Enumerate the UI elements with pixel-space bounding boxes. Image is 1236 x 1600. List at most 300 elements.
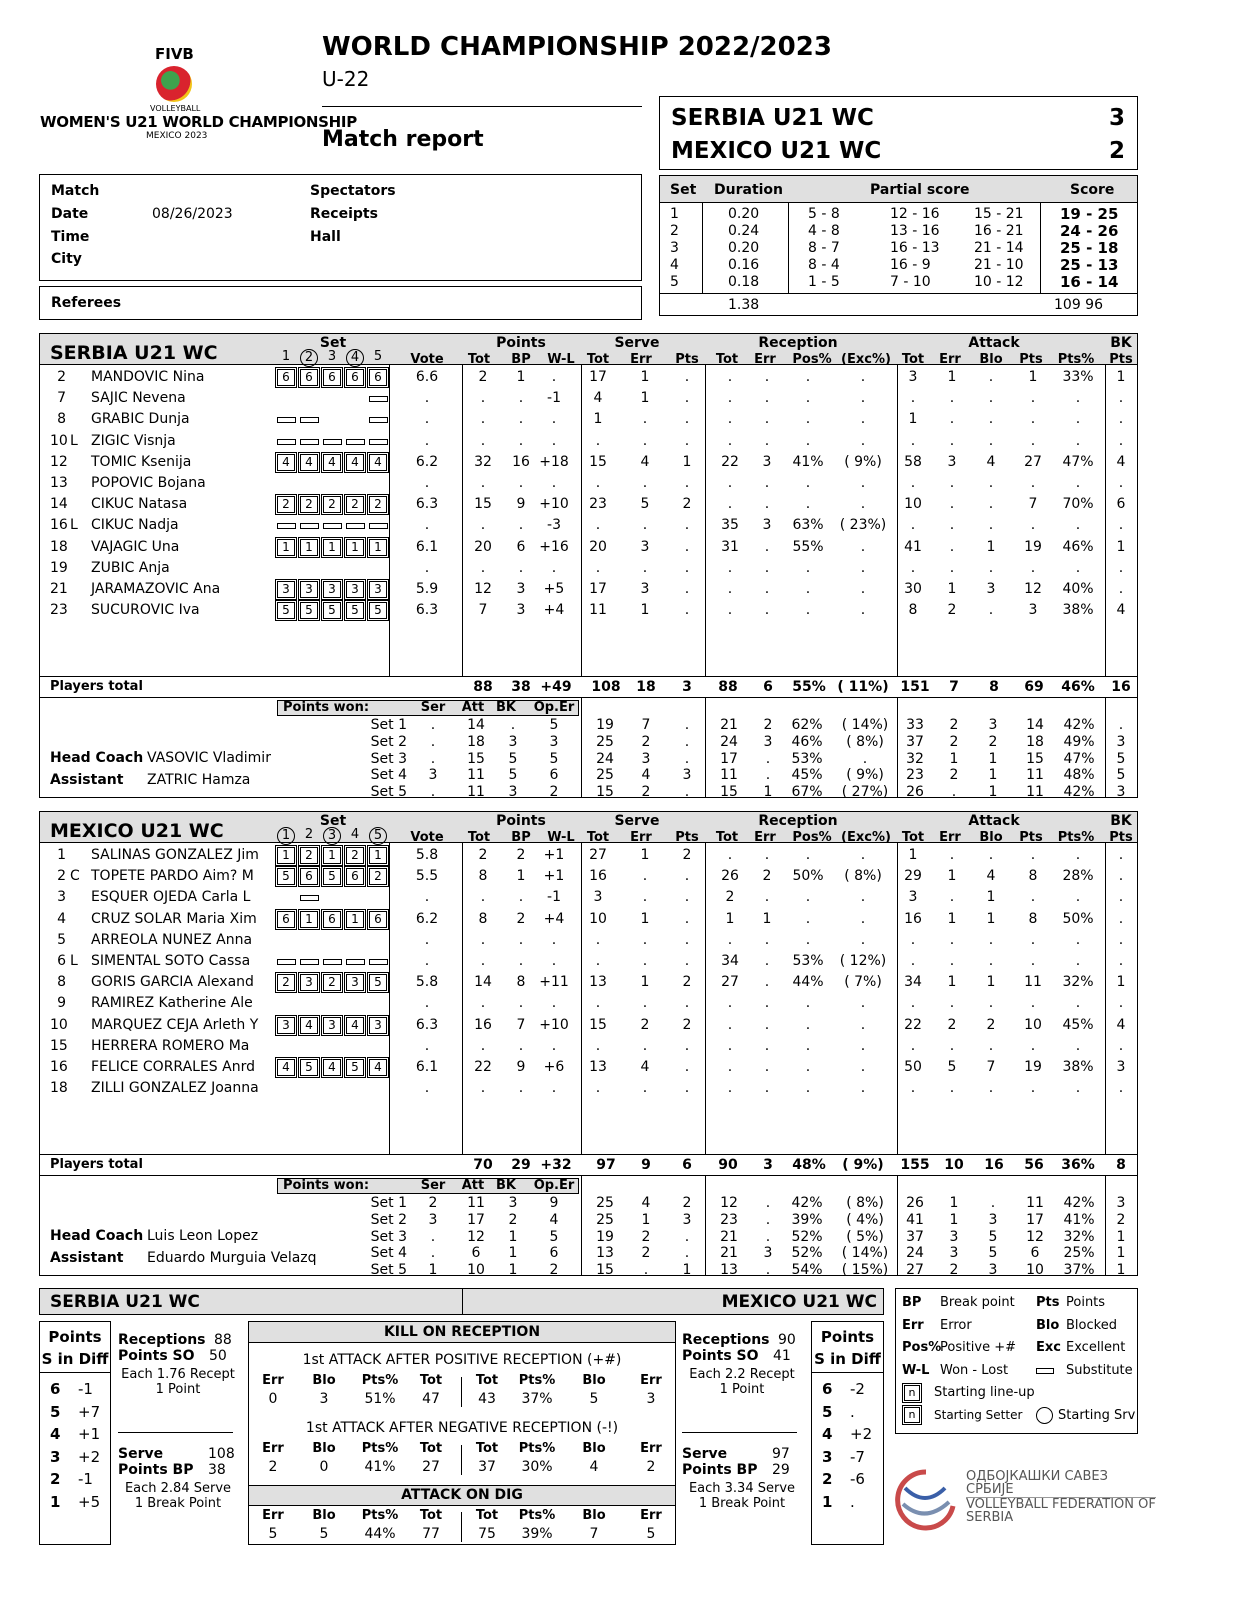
set-number-header: 3 <box>323 827 341 845</box>
set-row-cell: 11 <box>467 767 485 784</box>
points-won-col: Att <box>461 1178 485 1193</box>
rec-b-point: 1 Point <box>719 1382 765 1397</box>
set-row-cell: . <box>765 1262 771 1279</box>
player-name: ZUBIC Anja <box>91 559 170 576</box>
stat-cell: . <box>518 1037 524 1054</box>
stat-cell: . <box>1118 1080 1124 1097</box>
stat-cell: . <box>1030 390 1036 407</box>
stat-cell: 35 <box>721 517 739 534</box>
bp-a-value: 38 <box>208 1462 226 1478</box>
set-position-box: 2 <box>300 847 318 864</box>
stat-cell: 22 <box>904 1016 922 1033</box>
stat-cell: . <box>1030 995 1036 1012</box>
set-row-cell: ( 9%) <box>846 767 884 784</box>
player-number: 21 <box>50 581 68 597</box>
set-number-header: 3 <box>327 349 337 364</box>
divider <box>40 1175 1137 1176</box>
head-coach-name: VASOVIC Vladimir <box>147 750 271 766</box>
stat-cell: 4 <box>986 453 996 470</box>
stat-cell: . <box>988 559 994 576</box>
stat-cell: 45% <box>1062 1016 1094 1033</box>
stat-cell: . <box>764 889 770 906</box>
stat-cell: 4 <box>1116 1016 1126 1033</box>
kill-header: Err <box>640 1441 662 1456</box>
sets-header-partial: Partial score <box>870 182 970 198</box>
set-row-cell: 42% <box>1063 784 1095 801</box>
stat-cell: . <box>424 475 430 491</box>
kill-header: Tot <box>475 1441 499 1456</box>
stat-cell: . <box>1030 1037 1036 1054</box>
head-coach-name: Luis Leon Lopez <box>147 1228 259 1244</box>
sets-cell: 5 - 8 <box>808 206 840 222</box>
stat-cell: . <box>727 496 733 513</box>
stat-cell: . <box>949 847 955 863</box>
bottom-team-b: MEXICO U21 WC <box>721 1292 877 1312</box>
set-position-box: 3 <box>300 581 318 598</box>
assistant-label: Assistant <box>50 772 124 788</box>
stat-cell: 3 <box>640 538 650 555</box>
stat-cell: 32% <box>1062 974 1094 991</box>
kill-divider <box>461 1377 462 1407</box>
stat-cell: 2 <box>947 602 957 619</box>
set-position-box: 2 <box>323 496 341 513</box>
stat-cell: 2 <box>682 496 692 513</box>
stat-cell: . <box>949 953 955 969</box>
column-header: Pts <box>675 352 699 367</box>
head-coach-label: Head Coach <box>50 1228 144 1244</box>
sets-cell: 4 - 8 <box>808 223 840 239</box>
substitute-icon <box>346 439 365 445</box>
stat-cell: . <box>910 432 916 449</box>
set-position-box: 6 <box>300 868 318 885</box>
kill-value: 3 <box>646 1391 656 1407</box>
set-row-cell: 5 <box>549 1228 559 1245</box>
set-row-cell: 3 <box>763 733 773 750</box>
stat-cell: 1 <box>947 369 957 385</box>
set-row-cell: 3 <box>641 750 651 767</box>
stat-cell: 4 <box>640 1059 650 1075</box>
set-row-cell: 3 <box>428 1211 438 1228</box>
stat-cell: . <box>684 538 690 555</box>
set-row-cell: ( 4%) <box>846 1211 884 1228</box>
total-cell: 55% <box>792 679 826 695</box>
stat-cell: . <box>949 390 955 407</box>
total-cell: 9 <box>641 1157 651 1173</box>
bp-a-label: Points BP <box>118 1462 194 1478</box>
player-name: SUCUROVIC Iva <box>91 602 200 619</box>
set-row-cell: 10 <box>1026 1262 1044 1279</box>
player-name: ZIGIC Visnja <box>91 432 176 449</box>
set-row-cell: ( 14%) <box>841 717 889 733</box>
total-cell: ( 9%) <box>842 1157 884 1173</box>
legend-desc: Positive +# <box>940 1340 1017 1355</box>
substitute-icon <box>369 959 388 965</box>
stat-cell: . <box>595 995 601 1012</box>
set-row-cell: 42% <box>1063 1195 1095 1211</box>
stat-cell: 8 <box>1028 910 1038 927</box>
set-position-box: 1 <box>300 539 318 556</box>
stat-cell: 7 <box>1028 496 1038 513</box>
set-row-cell: 5 <box>508 767 518 784</box>
stat-cell: . <box>684 953 690 969</box>
sets-cell: 16 - 13 <box>890 240 940 256</box>
kill-header: Tot <box>419 1508 443 1523</box>
serve-a-each: Each 2.84 Serve <box>124 1481 232 1496</box>
stat-cell: . <box>1118 475 1124 491</box>
stat-cell: . <box>805 369 811 385</box>
column-header: Pts% <box>1057 830 1095 845</box>
stat-cell: 10 <box>1024 1016 1042 1033</box>
set-position-box: 4 <box>277 1059 295 1076</box>
stat-cell: +1 <box>543 847 565 863</box>
sets-cell: 10 - 12 <box>974 274 1024 290</box>
set-position-box: 6 <box>300 369 318 386</box>
kill-divider <box>461 1512 462 1542</box>
diff-value: +2 <box>850 1425 873 1443</box>
stat-cell: . <box>551 1080 557 1097</box>
stat-cell: . <box>480 432 486 449</box>
set-row-cell: 13 <box>720 1262 738 1279</box>
stat-cell: . <box>1118 517 1124 534</box>
diff-value: +5 <box>78 1492 101 1511</box>
player-name: SAJIC Nevena <box>91 390 186 407</box>
stat-cell: . <box>684 517 690 534</box>
serve-a-label: Serve <box>118 1446 164 1462</box>
referees-box <box>39 286 642 320</box>
legend-desc: Blocked <box>1066 1317 1117 1333</box>
set-row-cell: 6 <box>471 1245 481 1262</box>
stat-cell: 2 <box>478 847 488 863</box>
recept-a-block <box>118 1332 238 1397</box>
stat-cell: . <box>764 1037 770 1054</box>
federation-line1: ОДБОЈКАШКИ САВЕЗ <box>966 1469 1108 1484</box>
sets-cell: 13 - 16 <box>890 223 940 239</box>
stat-cell: 2 <box>986 1016 996 1033</box>
kill-title: KILL ON RECEPTION <box>249 1322 675 1343</box>
stat-cell: 6 <box>516 538 526 555</box>
federation-logo-icon <box>895 1468 957 1534</box>
kill-value: 2 <box>268 1459 278 1475</box>
stat-cell: . <box>595 1080 601 1097</box>
column-header: BP <box>511 352 531 367</box>
kill-header: Pts% <box>518 1373 556 1388</box>
sets-cell: 2 <box>670 223 679 239</box>
score-sets-a: 3 <box>1108 105 1125 131</box>
column-header: Pts% <box>1057 352 1095 367</box>
divider <box>40 1154 1137 1155</box>
column-header: (Exc%) <box>841 830 891 845</box>
diff-set: 1 <box>50 1492 61 1511</box>
team-b-section <box>39 811 1138 1279</box>
set-row-cell: 1 <box>641 1211 651 1228</box>
set-row-cell: 12 <box>720 1195 738 1211</box>
player-number: 16 <box>50 1059 68 1075</box>
stat-cell: . <box>764 369 770 385</box>
set-position-box: 4 <box>323 1059 341 1076</box>
kill-value: 77 <box>422 1526 440 1542</box>
total-duration: 1.38 <box>728 297 760 313</box>
player-name: GORIS GARCIA Alexand <box>91 974 254 991</box>
stat-cell: 28% <box>1062 868 1094 885</box>
player-name: JARAMAZOVIC Ana <box>91 581 221 597</box>
stat-cell: 1 <box>1028 369 1038 385</box>
stat-cell: 6.2 <box>415 453 439 470</box>
sets-cell: 5 <box>670 274 679 290</box>
stat-cell: . <box>860 559 866 576</box>
stat-cell: 14 <box>474 974 492 991</box>
player-number: 16 <box>50 517 68 534</box>
total-cell: 155 <box>900 1157 930 1173</box>
kill-header: Blo <box>582 1373 606 1388</box>
kill-header: Tot <box>419 1373 443 1388</box>
sets-cell: 19 - 25 <box>1060 205 1119 223</box>
set-row-cell: 49% <box>1063 733 1095 750</box>
set-row-cell: 4 <box>549 1211 559 1228</box>
diff-set: 4 <box>822 1425 833 1443</box>
legend-desc: Won - Lost <box>940 1362 1009 1378</box>
diff-table-b <box>811 1321 884 1545</box>
set-row-cell: 5 <box>508 750 518 767</box>
stat-cell: . <box>949 559 955 576</box>
stat-cell: 8 <box>516 974 526 991</box>
stat-cell: . <box>642 411 648 428</box>
set-row-cell: . <box>684 750 690 767</box>
set-position-box: 2 <box>369 496 387 513</box>
set-row-cell: . <box>1118 717 1124 733</box>
set-row-cell: 52% <box>791 1245 823 1262</box>
neg-title: 1st ATTACK AFTER NEGATIVE RECEPTION (-!) <box>305 1420 619 1436</box>
rec-a-label: Receptions <box>118 1332 206 1348</box>
set-row-cell: 17 <box>467 1211 485 1228</box>
logo-title: WOMEN'S U21 WORLD CHAMPIONSHIP <box>40 113 357 131</box>
group-title: Serve <box>614 813 660 829</box>
stat-cell: +5 <box>543 581 565 597</box>
serve-b-label: Serve <box>682 1446 728 1462</box>
stat-cell: . <box>595 931 601 948</box>
set-number-header: 5 <box>369 827 387 845</box>
set-position-box: 4 <box>300 1017 318 1034</box>
set-row-cell: 18 <box>467 733 485 750</box>
stat-cell: . <box>1118 995 1124 1012</box>
stat-cell: . <box>642 868 648 885</box>
set-row-cell: 42% <box>1063 717 1095 733</box>
stat-cell: . <box>518 517 524 534</box>
stat-cell: . <box>684 559 690 576</box>
set-row-cell: 3 <box>549 733 559 750</box>
stat-cell: 8 <box>908 602 918 619</box>
diff-set: 3 <box>50 1447 61 1466</box>
volleyball-logo-icon <box>156 66 192 102</box>
diff-b-label2: S in Diff <box>814 1350 881 1368</box>
serve-b-block <box>682 1446 802 1511</box>
stat-cell: 47% <box>1062 453 1094 470</box>
stat-cell: . <box>595 517 601 534</box>
stat-cell: . <box>1118 847 1124 863</box>
stat-cell: 31 <box>721 538 739 555</box>
stat-cell: 2 <box>516 910 526 927</box>
set-row-cell: 11 <box>467 1195 485 1211</box>
stat-cell: . <box>805 910 811 927</box>
stat-cell: . <box>1030 889 1036 906</box>
set-row-cell: 5 <box>988 1245 998 1262</box>
diff-value: -1 <box>78 1470 93 1488</box>
kill-header: Err <box>262 1441 284 1456</box>
set-row-cell: 25 <box>596 1195 614 1211</box>
stat-cell: . <box>480 390 486 407</box>
set-row-cell: 3 <box>1116 784 1126 801</box>
starting-setter-icon: n <box>904 1407 920 1423</box>
legend-box <box>895 1288 1138 1434</box>
stat-cell: . <box>727 475 733 491</box>
total-cell: 90 <box>718 1157 738 1173</box>
set-number-header: 5 <box>373 349 383 364</box>
stat-cell: . <box>1075 1080 1081 1097</box>
players-total-label: Players total <box>50 1157 143 1172</box>
set-row-cell: 1 <box>508 1262 518 1279</box>
stat-cell: . <box>642 517 648 534</box>
group-title: Reception <box>758 335 838 351</box>
kill-value: 7 <box>589 1526 599 1542</box>
stat-cell: 44% <box>792 974 824 991</box>
legend-abbr: Pos% <box>902 1340 942 1355</box>
player-number: 2 <box>57 868 66 885</box>
stat-cell: . <box>764 581 770 597</box>
stat-cell: . <box>727 1037 733 1054</box>
diff-value: +7 <box>78 1402 101 1421</box>
set-position-box: 5 <box>277 868 295 885</box>
stat-cell: . <box>424 517 430 534</box>
stat-cell: . <box>642 1037 648 1054</box>
stat-cell: . <box>727 432 733 449</box>
stat-cell: . <box>764 1080 770 1097</box>
set-row-cell: 14 <box>1026 717 1044 733</box>
stat-cell: . <box>727 995 733 1012</box>
stat-cell: . <box>910 995 916 1012</box>
date-label: Date <box>51 206 89 222</box>
kill-header: Pts% <box>361 1508 399 1523</box>
stat-cell: . <box>805 1037 811 1054</box>
stat-cell: . <box>1118 390 1124 407</box>
substitute-icon <box>369 523 388 529</box>
stat-cell: . <box>684 581 690 597</box>
stat-cell: 29 <box>904 868 922 885</box>
diff-set: 3 <box>822 1447 833 1466</box>
set-position-box: 4 <box>346 454 364 471</box>
stat-cell: . <box>727 581 733 597</box>
stat-cell: 7 <box>986 1059 996 1075</box>
set-position-box: 1 <box>323 539 341 556</box>
set-row-cell: ( 15%) <box>841 1262 889 1279</box>
stat-cell: 19 <box>1024 538 1042 555</box>
stat-cell: . <box>860 931 866 948</box>
set-row-cell: 21 <box>720 1228 738 1245</box>
player-number: 8 <box>57 411 66 428</box>
player-name: CRUZ SOLAR Maria Xim <box>91 910 257 927</box>
stat-cell: . <box>805 496 811 513</box>
stat-cell: . <box>860 1080 866 1097</box>
kill-header: Pts% <box>361 1373 399 1388</box>
set-row-cell: . <box>990 1195 996 1211</box>
stat-cell: . <box>805 889 811 906</box>
stat-cell: . <box>988 1037 994 1054</box>
time-label: Time <box>51 229 90 245</box>
stat-cell: 8 <box>478 910 488 927</box>
stat-cell: . <box>1118 581 1124 597</box>
stat-cell: . <box>988 931 994 948</box>
stat-cell: 6.1 <box>415 1059 439 1075</box>
stat-cell: 5.8 <box>415 974 439 991</box>
stat-cell: . <box>910 931 916 948</box>
stat-cell: . <box>988 602 994 619</box>
stat-cell: . <box>1118 432 1124 449</box>
substitute-icon <box>300 895 319 901</box>
set-row-cell: 2 <box>949 733 959 750</box>
stat-cell: . <box>1118 953 1124 969</box>
sets-cell: 16 - 14 <box>1060 273 1119 291</box>
stat-cell: 1 <box>986 974 996 991</box>
column-header: Blo <box>979 352 1003 367</box>
column-header: Err <box>754 830 776 845</box>
stat-cell: . <box>518 953 524 969</box>
set-row-cell: 5 <box>1116 767 1126 784</box>
set-row-cell: 1 <box>1116 1245 1126 1262</box>
player-number: 2 <box>57 369 66 385</box>
legend-abbr: Exc <box>1036 1340 1061 1355</box>
set-row-cell: 17 <box>1026 1211 1044 1228</box>
stat-cell: -3 <box>547 517 561 534</box>
set-position-box: 3 <box>346 581 364 598</box>
column-header: Tot <box>467 352 491 367</box>
kill-value: 39% <box>521 1526 553 1542</box>
column-header: Tot <box>901 830 925 845</box>
set-row-cell: 45% <box>791 767 823 784</box>
stat-cell: . <box>424 559 430 576</box>
stat-cell: . <box>988 475 994 491</box>
stat-cell: . <box>949 1080 955 1097</box>
total-cell: 48% <box>792 1157 826 1173</box>
set-position-box: 1 <box>369 539 387 556</box>
stat-cell: . <box>595 432 601 449</box>
set-row-cell: 6 <box>1030 1245 1040 1262</box>
set-row-cell: 3 <box>763 1245 773 1262</box>
referees-label: Referees <box>51 295 122 311</box>
stat-cell: . <box>860 847 866 863</box>
set-number-header: 1 <box>281 349 291 364</box>
legend-abbr: Err <box>902 1317 924 1333</box>
total-cell: ( 11%) <box>837 679 889 695</box>
set-row-cell: 3 <box>508 784 518 801</box>
stat-cell: . <box>764 559 770 576</box>
kill-value: 3 <box>319 1391 329 1407</box>
player-number: 12 <box>50 453 68 470</box>
set-row-cell: 11 <box>1026 1195 1044 1211</box>
kill-value: 43 <box>478 1391 496 1407</box>
stat-cell: 6.3 <box>415 602 439 619</box>
player-name: MANDOVIC Nina <box>91 369 205 385</box>
player-name: GRABIC Dunja <box>91 411 190 428</box>
starting-serve-icon <box>1036 1407 1053 1424</box>
points-won-col: Ser <box>420 700 446 715</box>
total-cell: 8 <box>989 679 999 695</box>
stat-cell: 2 <box>725 889 735 906</box>
set-row-cell: 5 <box>549 717 559 733</box>
stat-cell: -1 <box>547 390 561 407</box>
stat-cell: . <box>480 475 486 491</box>
set-row-cell: 24 <box>596 750 614 767</box>
stat-cell: 6.3 <box>415 496 439 513</box>
stat-cell: . <box>727 390 733 407</box>
stat-cell: 9 <box>516 496 526 513</box>
